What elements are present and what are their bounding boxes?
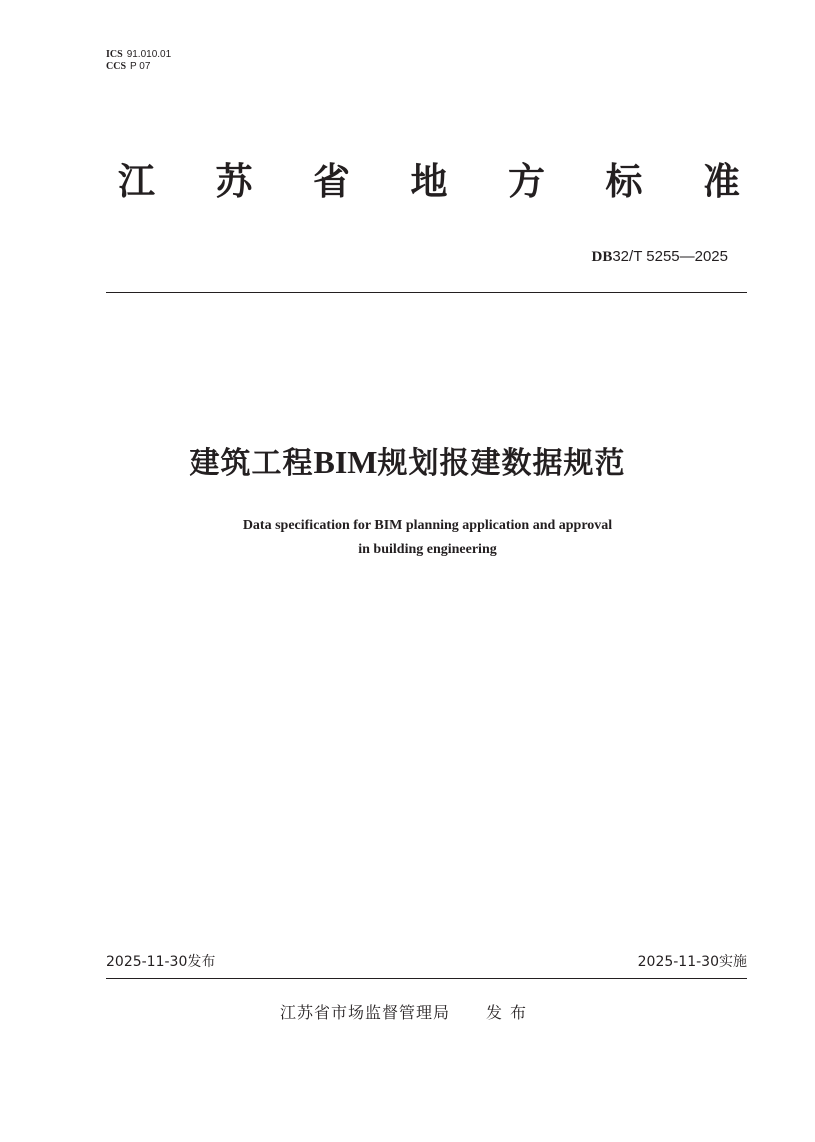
- chinese-title-part2: 规划报建数据规范: [377, 446, 626, 481]
- implementation-date: 2025-11-30实施: [637, 954, 747, 970]
- masthead-char: 苏: [215, 160, 253, 203]
- masthead-char: 准: [703, 160, 740, 203]
- top-divider: [106, 292, 747, 293]
- chinese-title-latin: BIM: [313, 444, 378, 480]
- issuer-name: 江苏省市场监督管理局: [280, 1003, 451, 1022]
- chinese-title-part1: 建筑工程: [189, 446, 314, 481]
- masthead-char: 省: [313, 160, 350, 203]
- standard-number-rest: 32/T 5255—2025: [612, 248, 728, 265]
- standard-number-prefix: DB: [591, 249, 613, 265]
- issuing-authority: [280, 1002, 534, 1024]
- issuer-verb: 发布: [486, 1003, 535, 1022]
- masthead-char: 方: [508, 160, 545, 203]
- ics-code: [106, 49, 171, 61]
- english-title-line2: in building engineering: [358, 542, 497, 557]
- standard-type-masthead: [118, 158, 740, 206]
- ccs-value: P 07: [130, 61, 151, 72]
- ccs-label: CCS: [106, 61, 127, 72]
- masthead-char: 标: [605, 160, 643, 203]
- english-title-line1: Data specification for BIM planning application and approval: [242, 518, 613, 533]
- ccs-code: [106, 61, 171, 73]
- standard-number: [592, 246, 729, 267]
- ics-label: ICS: [106, 49, 123, 60]
- issue-date: 2025-11-30发布: [106, 954, 216, 970]
- chinese-title: [0, 440, 815, 486]
- classification-codes: [106, 49, 171, 73]
- masthead-char: 江: [118, 160, 155, 203]
- masthead-char: 地: [410, 160, 448, 203]
- ics-value: 91.010.01: [126, 49, 172, 60]
- english-title: [0, 514, 815, 562]
- bottom-divider: [106, 978, 747, 979]
